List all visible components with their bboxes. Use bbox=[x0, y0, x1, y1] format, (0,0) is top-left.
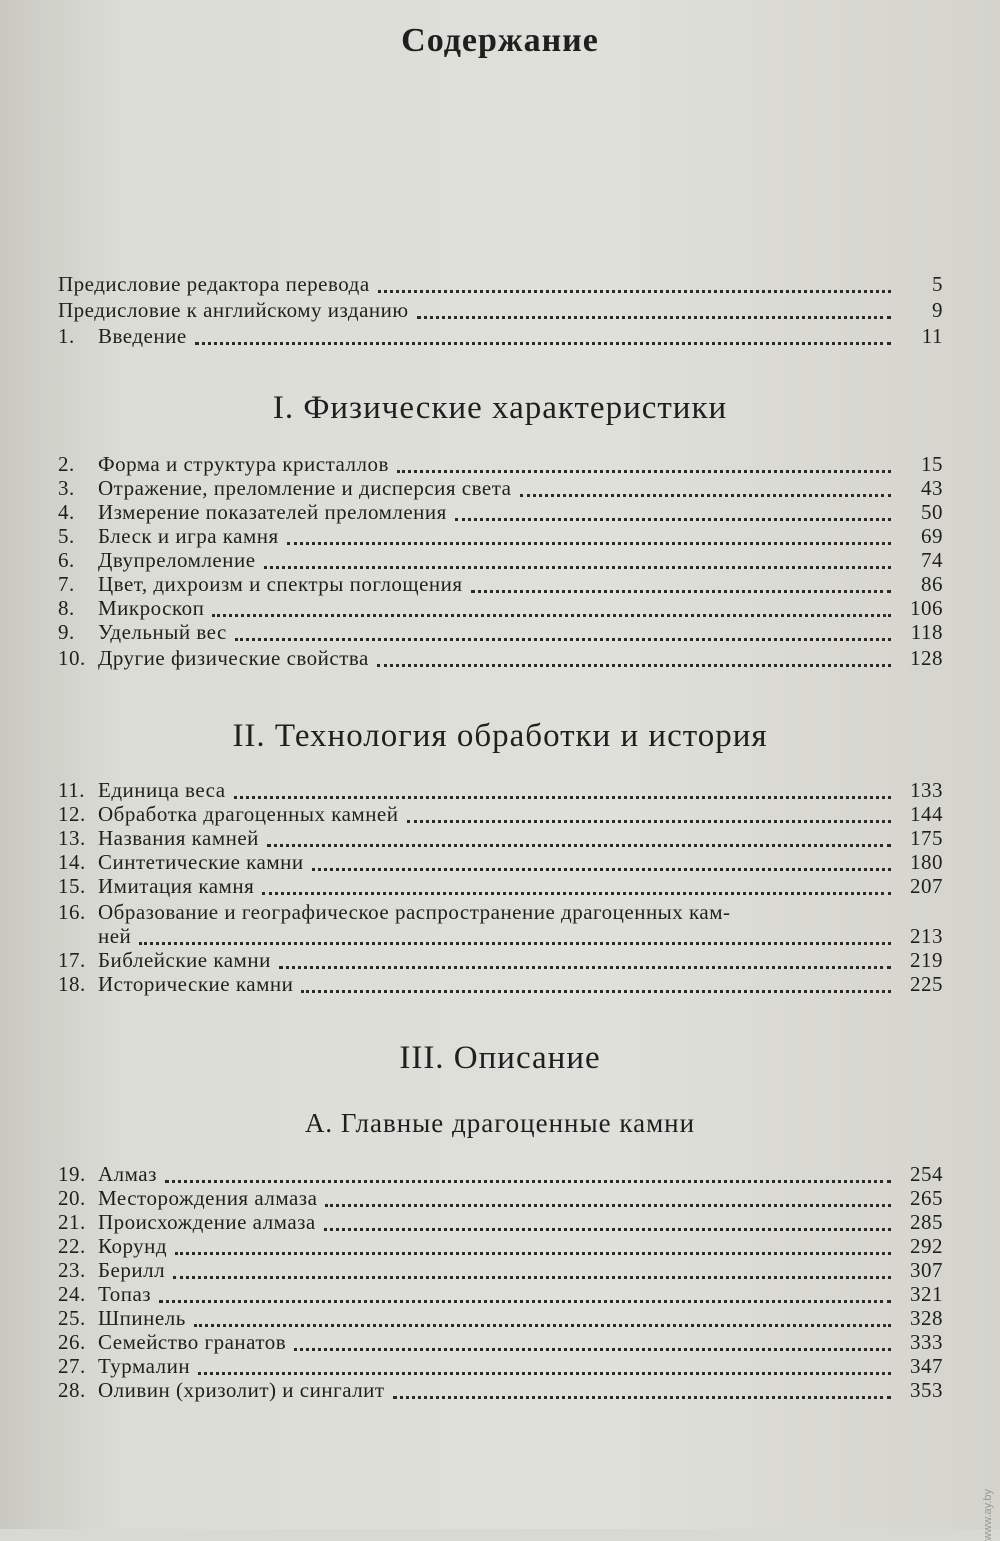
dot-leader bbox=[407, 808, 892, 823]
toc-entry-label: Турмалин bbox=[98, 1354, 191, 1378]
toc-entry-page: 254 bbox=[910, 1162, 943, 1186]
toc-entry-number: 24. bbox=[58, 1282, 86, 1306]
toc-entry-label: Синтетические камни bbox=[98, 850, 304, 874]
toc-entry bbox=[58, 1258, 943, 1284]
toc-entry-page: 118 bbox=[910, 620, 943, 644]
dot-leader bbox=[264, 554, 891, 569]
toc-entry-number: 23. bbox=[58, 1258, 86, 1282]
toc-entry-page: 74 bbox=[921, 548, 943, 572]
dot-leader bbox=[262, 880, 891, 895]
dot-leader bbox=[417, 304, 891, 319]
toc-entry-page: 333 bbox=[910, 1330, 943, 1354]
toc-entry-page: 219 bbox=[910, 948, 943, 972]
toc-entry bbox=[58, 548, 943, 574]
toc-entry bbox=[58, 272, 943, 298]
toc-entry bbox=[58, 1186, 943, 1212]
toc-entry-label: Введение bbox=[98, 324, 187, 348]
toc-entry bbox=[58, 1354, 943, 1380]
dot-leader bbox=[173, 1264, 891, 1279]
toc-entry-number: 7. bbox=[58, 572, 75, 596]
dot-leader bbox=[294, 1336, 891, 1351]
toc-entry-label: Единица веса bbox=[98, 778, 226, 802]
toc-entry-page: 321 bbox=[910, 1282, 943, 1306]
toc-entry bbox=[58, 1234, 943, 1260]
dot-leader bbox=[378, 278, 891, 293]
toc-entry-number: 27. bbox=[58, 1354, 86, 1378]
dot-leader bbox=[279, 954, 891, 969]
toc-entry-label: ней bbox=[98, 924, 132, 948]
toc-entry-label: Шпинель bbox=[98, 1306, 186, 1330]
toc-entry-page: 15 bbox=[921, 452, 943, 476]
dot-leader bbox=[198, 1360, 891, 1375]
toc-entry-number: 16. bbox=[58, 900, 86, 924]
dot-leader bbox=[194, 1312, 891, 1327]
toc-entry-page: 353 bbox=[910, 1378, 943, 1402]
toc-entry-page: 213 bbox=[910, 924, 943, 948]
toc-entry-number: 11. bbox=[58, 778, 85, 802]
toc-entry-label: Библейские камни bbox=[98, 948, 271, 972]
dot-leader bbox=[287, 530, 891, 545]
toc-entry-label: Двупреломление bbox=[98, 548, 256, 572]
dot-leader bbox=[301, 978, 891, 993]
toc-entry bbox=[58, 324, 943, 350]
page-title: Содержание bbox=[401, 22, 599, 59]
subsection-title: А. Главные драгоценные камни bbox=[304, 1108, 696, 1138]
toc-entry-label: Обработка драгоценных камней bbox=[98, 802, 399, 826]
dot-leader bbox=[195, 330, 891, 345]
toc-entry bbox=[58, 572, 943, 598]
toc-entry-page: 144 bbox=[910, 802, 943, 826]
toc-entry bbox=[58, 802, 943, 828]
toc-entry-label: Исторические камни bbox=[98, 972, 294, 996]
toc-entry-number: 2. bbox=[58, 452, 75, 476]
toc-entry bbox=[58, 1162, 943, 1188]
dot-leader bbox=[212, 602, 891, 617]
toc-entry-page: 307 bbox=[910, 1258, 943, 1282]
toc-entry bbox=[58, 972, 943, 998]
toc-entry-label: Берилл bbox=[98, 1258, 166, 1282]
toc-entry-number: 19. bbox=[58, 1162, 86, 1186]
dot-leader bbox=[397, 458, 891, 473]
toc-entry-page: 11 bbox=[921, 324, 943, 348]
toc-entry-label: Отражение, преломление и дисперсия света bbox=[98, 476, 512, 500]
toc-entry bbox=[58, 778, 943, 804]
toc-entry-label: Имитация камня bbox=[98, 874, 255, 898]
toc-entry-number: 10. bbox=[58, 646, 86, 670]
toc-entry-page: 9 bbox=[932, 298, 943, 322]
toc-entry bbox=[58, 874, 943, 900]
toc-entry bbox=[58, 1306, 943, 1332]
toc-entry bbox=[58, 476, 943, 502]
toc-entry-number: 26. bbox=[58, 1330, 86, 1354]
toc-entry-number: 8. bbox=[58, 596, 75, 620]
toc-entry-number: 6. bbox=[58, 548, 75, 572]
toc-entry-label: Форма и структура кристаллов bbox=[98, 452, 389, 476]
toc-entry-label: Происхождение алмаза bbox=[98, 1210, 316, 1234]
toc-entry-page: 128 bbox=[910, 646, 943, 670]
toc-entry-page: 225 bbox=[910, 972, 943, 996]
section-title-part2: II. Технология обработки и история bbox=[232, 718, 768, 754]
toc-entry-number: 15. bbox=[58, 874, 86, 898]
toc-entry-label: Удельный вес bbox=[98, 620, 227, 644]
toc-entry bbox=[58, 1210, 943, 1236]
toc-entry-page: 106 bbox=[910, 596, 943, 620]
site-watermark: www.ay.by bbox=[982, 1489, 994, 1541]
toc-entry-number: 28. bbox=[58, 1378, 86, 1402]
toc-entry-page: 347 bbox=[910, 1354, 943, 1378]
toc-entry-label: Блеск и игра камня bbox=[98, 524, 279, 548]
toc-entry-number: 13. bbox=[58, 826, 86, 850]
toc-entry-label: Микроскоп bbox=[98, 596, 205, 620]
dot-leader bbox=[520, 482, 892, 497]
toc-entry-page: 50 bbox=[921, 500, 943, 524]
toc-entry-page: 207 bbox=[910, 874, 943, 898]
toc-entry-page: 328 bbox=[910, 1306, 943, 1330]
dot-leader bbox=[175, 1240, 891, 1255]
dot-leader bbox=[393, 1384, 891, 1399]
toc-entry bbox=[58, 826, 943, 852]
dot-leader bbox=[325, 1192, 891, 1207]
toc-entry-number: 14. bbox=[58, 850, 86, 874]
toc-entry-page: 265 bbox=[910, 1186, 943, 1210]
toc-entry-label: Предисловие редактора перевода bbox=[58, 272, 370, 296]
toc-entry-page: 5 bbox=[932, 272, 943, 296]
toc-entry-continuation bbox=[58, 924, 943, 950]
toc-entry bbox=[58, 948, 943, 974]
toc-entry-number: 22. bbox=[58, 1234, 86, 1258]
toc-entry bbox=[58, 1378, 943, 1404]
toc-entry-page: 43 bbox=[921, 476, 943, 500]
toc-entry bbox=[58, 1330, 943, 1356]
toc-entry-label: Измерение показателей преломления bbox=[98, 500, 447, 524]
dot-leader bbox=[312, 856, 891, 871]
dot-leader bbox=[455, 506, 891, 521]
toc-entry bbox=[58, 850, 943, 876]
dot-leader bbox=[471, 578, 891, 593]
section-title-part3: III. Описание bbox=[399, 1040, 601, 1076]
toc-entry-number: 17. bbox=[58, 948, 86, 972]
dot-leader bbox=[377, 652, 891, 667]
section-title-part1: I. Физические характеристики bbox=[272, 390, 728, 426]
toc-entry bbox=[58, 452, 943, 478]
toc-entry bbox=[58, 524, 943, 550]
toc-entry-number: 9. bbox=[58, 620, 75, 644]
toc-entry-number: 1. bbox=[58, 324, 75, 348]
toc-entry-page: 285 bbox=[910, 1210, 943, 1234]
dot-leader bbox=[159, 1288, 891, 1303]
toc-entry-number: 12. bbox=[58, 802, 86, 826]
toc-entry-label: Топаз bbox=[98, 1282, 152, 1306]
toc-entry bbox=[58, 596, 943, 622]
toc-entry-number: 5. bbox=[58, 524, 75, 548]
toc-entry-page: 175 bbox=[910, 826, 943, 850]
toc-entry-page: 180 bbox=[910, 850, 943, 874]
toc-entry-label: Другие физические свойства bbox=[98, 646, 369, 670]
toc-entry-label: Предисловие к английскому изданию bbox=[58, 298, 409, 322]
toc-entry-label: Семейство гранатов bbox=[98, 1330, 287, 1354]
dot-leader bbox=[267, 832, 891, 847]
toc-entry-label: Алмаз bbox=[98, 1162, 157, 1186]
toc-entry-label: Названия камней bbox=[98, 826, 259, 850]
toc-entry-number: 21. bbox=[58, 1210, 86, 1234]
toc-entry bbox=[58, 500, 943, 526]
toc-entry-label: Месторождения алмаза bbox=[98, 1186, 318, 1210]
toc-entry-number: 25. bbox=[58, 1306, 86, 1330]
toc-entry-label: Цвет, дихроизм и спектры поглощения bbox=[98, 572, 463, 596]
toc-entry-page: 292 bbox=[910, 1234, 943, 1258]
toc-entry bbox=[58, 620, 943, 646]
dot-leader bbox=[235, 626, 891, 641]
toc-entry-number: 20. bbox=[58, 1186, 86, 1210]
dot-leader bbox=[324, 1216, 891, 1231]
dot-leader bbox=[234, 784, 891, 799]
toc-entry-label: Образование и географическое распространение драгоценных кам- bbox=[98, 900, 731, 924]
toc-entry bbox=[58, 298, 943, 324]
dot-leader bbox=[165, 1168, 891, 1183]
toc-entry-page: 86 bbox=[921, 572, 943, 596]
toc-entry-number: 4. bbox=[58, 500, 75, 524]
toc-entry bbox=[58, 900, 943, 926]
toc-entry-page: 133 bbox=[910, 778, 943, 802]
toc-entry-label: Оливин (хризолит) и сингалит bbox=[98, 1378, 385, 1402]
toc-entry-label: Корунд bbox=[98, 1234, 168, 1258]
toc-entry-number: 3. bbox=[58, 476, 75, 500]
dot-leader bbox=[139, 930, 891, 945]
toc-entry bbox=[58, 646, 943, 672]
toc-entry bbox=[58, 1282, 943, 1308]
toc-entry-number: 18. bbox=[58, 972, 86, 996]
toc-entry-page: 69 bbox=[921, 524, 943, 548]
